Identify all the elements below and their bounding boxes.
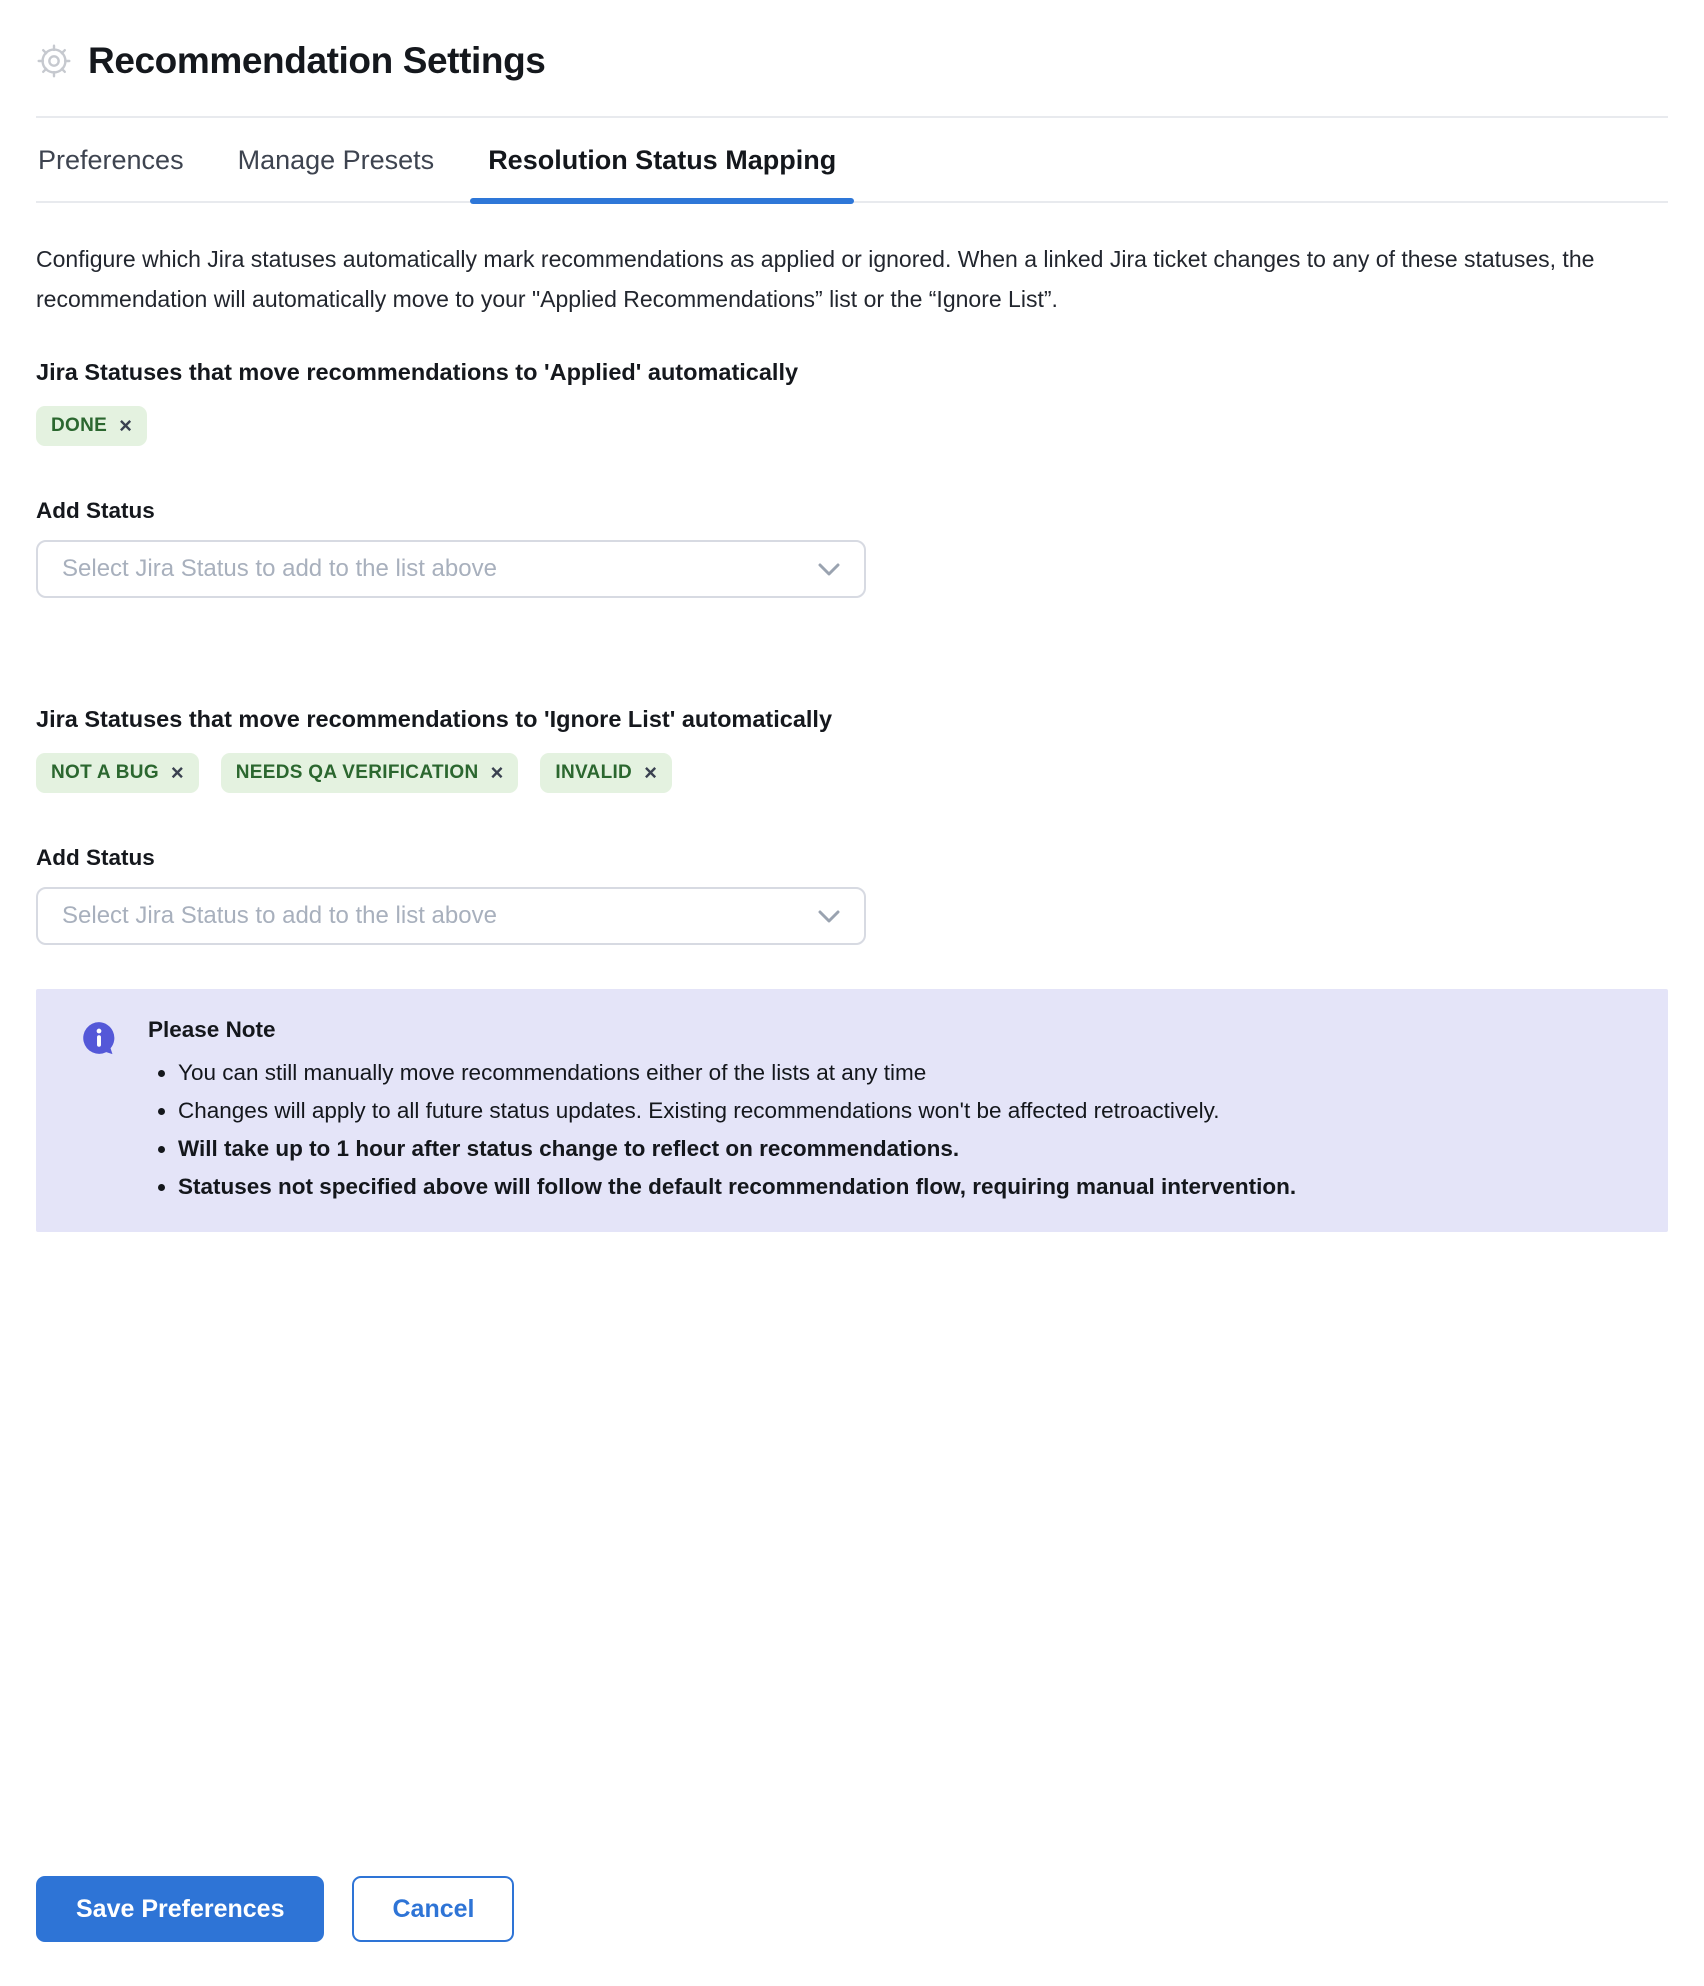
remove-status-icon[interactable]: ×: [490, 760, 504, 785]
cancel-button[interactable]: Cancel: [352, 1876, 514, 1942]
remove-status-icon[interactable]: ×: [119, 413, 132, 438]
tab-preferences[interactable]: Preferences: [38, 145, 184, 175]
note-title: Please Note: [148, 1017, 276, 1042]
add-status-label: Add Status: [36, 498, 155, 523]
ignore-section-heading: Jira Statuses that move recommendations to 'Ignore List' automatically: [36, 706, 833, 732]
note-bullet: • Changes will apply to all future status updates. Existing recommendations won't be affected retroactively.: [178, 1095, 1296, 1126]
status-chip-label: INVALID: [555, 762, 633, 783]
status-chip-label: NEEDS QA VERIFICATION: [235, 762, 479, 783]
remove-status-icon[interactable]: ×: [644, 760, 657, 785]
applied-chip-list: [36, 406, 1668, 446]
footer-actions: [36, 1876, 514, 1942]
ignore-status-select[interactable]: [36, 887, 866, 945]
tab-resolution-status-mapping[interactable]: Resolution Status Mapping: [486, 118, 838, 201]
chevron-down-icon: [818, 910, 840, 923]
tab-bar: [36, 118, 1668, 203]
status-chip-not-a-bug: [36, 753, 199, 793]
save-preferences-button[interactable]: Save Preferences: [36, 1876, 324, 1942]
status-chip-done: [36, 406, 147, 446]
status-chip-needs-qa-verification: [221, 753, 519, 793]
applied-status-select[interactable]: [36, 540, 866, 598]
note-bullet-list: [148, 1057, 1296, 1202]
please-note-box: [36, 989, 1668, 1232]
status-chip-invalid: [540, 753, 672, 793]
select-placeholder: Select Jira Status to add to the list above: [62, 555, 497, 582]
info-icon: [80, 1019, 118, 1057]
note-bullet: • You can still manually move recommendations either of the lists at any time: [178, 1057, 1296, 1088]
tab-manage-presets[interactable]: Manage Presets: [237, 145, 435, 175]
note-bullet: • Will take up to 1 hour after status change to reflect on recommendations.: [178, 1133, 1296, 1164]
note-bullet: • Statuses not specified above will follow the default recommendation flow, requiring manual intervention.: [178, 1171, 1296, 1202]
page-title: Recommendation Settings: [88, 40, 546, 81]
select-placeholder: Select Jira Status to add to the list above: [62, 902, 497, 929]
page-header: [36, 0, 1668, 82]
note-content: [148, 1017, 1296, 1202]
remove-status-icon[interactable]: ×: [170, 760, 184, 785]
add-status-label: Add Status: [36, 845, 155, 870]
gear-icon: [36, 43, 72, 79]
applied-section-heading: Jira Statuses that move recommendations to 'Applied' automatically: [36, 359, 799, 385]
chevron-down-icon: [818, 563, 840, 576]
ignore-chip-list: [36, 753, 1668, 793]
status-chip-label: NOT A BUG: [51, 762, 159, 783]
status-chip-label: DONE: [51, 415, 108, 436]
description-text: Configure which Jira statuses automatically mark recommendations as applied or ignored. When a linked Jira ticket changes to any of these statuses, the recommendation will automatically move to your "Applied Recommendations” list or the “Ignore List”.: [36, 246, 1595, 312]
